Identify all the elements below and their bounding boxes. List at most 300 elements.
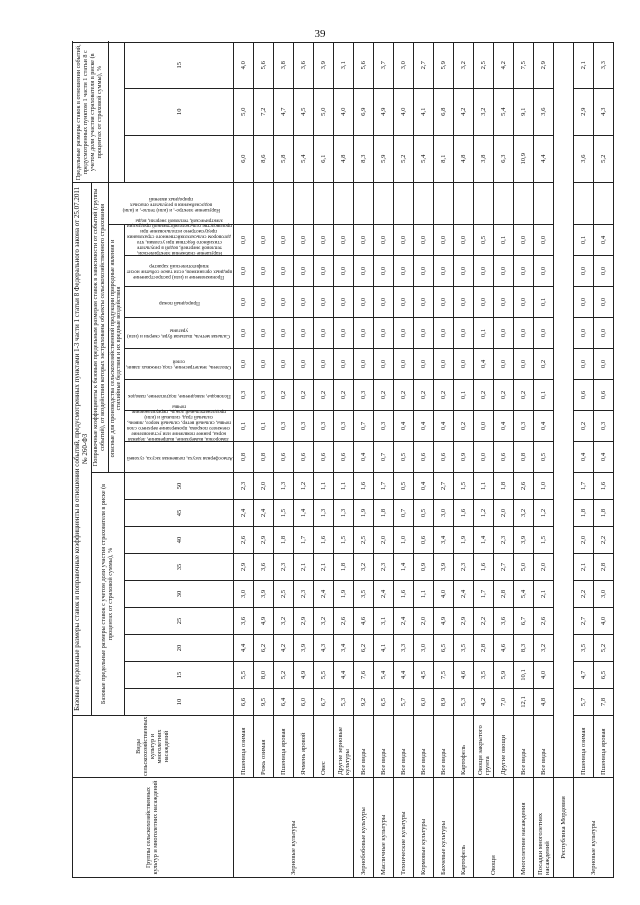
base-rate-cell: 1,8 [334, 554, 354, 581]
base-rate-cell: 2,9 [294, 608, 314, 635]
base-rate-cell: 3,3 [394, 635, 414, 662]
limit-rate-cell: 4,2 [494, 42, 514, 88]
base-rate-cell: 3,0 [594, 581, 614, 608]
base-rate-cell: 1,7 [294, 527, 314, 554]
limit-spacer-cell [594, 182, 614, 224]
base-rate-cell: 0,5 [394, 473, 414, 500]
coef-cell: 0,6 [274, 442, 294, 473]
base-rate-cell: 1,7 [374, 473, 394, 500]
limit-rate-cell: 5,4 [494, 88, 514, 135]
limit-rate-cell: 4,2 [454, 88, 474, 135]
coef-cell: 0,0 [414, 349, 434, 380]
limit-rate-cell: 4,7 [274, 88, 294, 135]
coef-cell: 0,0 [294, 225, 314, 256]
base-rate-cell: 1,4 [394, 554, 414, 581]
base-rate-cell: 6,7 [514, 608, 534, 635]
base-rate-cell: 2,3 [374, 554, 394, 581]
base-rate-cell: 6,2 [254, 635, 274, 662]
base-rates-header: Базовые предельные размеры ставок с учетом доли участия страхователя в риске (в процентах от страховой суммы), % [91, 473, 125, 716]
coef-cell: 0,5 [474, 225, 494, 256]
base-rate-cell: 1,0 [394, 527, 414, 554]
base-rate-cell: 5,7 [574, 689, 594, 716]
table-row [574, 42, 594, 877]
limit-col-10: 10 [125, 88, 234, 135]
limit-col-15: 15 [125, 42, 234, 88]
row-group: Многолетние насаждения [514, 778, 534, 878]
coef-cell: 0,0 [374, 287, 394, 318]
coef-cell: 0,0 [314, 225, 334, 256]
base-rate-cell: 1,1 [474, 473, 494, 500]
limit-header: Предельные размеры ставок в отношении событий, предусмотренных пунктом 1 части 1 статьи 8 с учетом доли участия страхователя в риске (в процентах от страховой суммы), % [73, 42, 109, 182]
row-group: Картофель [454, 778, 474, 878]
coef-cell: 0,0 [594, 256, 614, 287]
coef-cell: 0,0 [334, 225, 354, 256]
coef-cell: 0,3 [254, 380, 274, 411]
base-rate-cell: 4,6 [454, 662, 474, 689]
base-rate-cell: 3,5 [454, 635, 474, 662]
coef-cell: 0,0 [254, 349, 274, 380]
base-rate-cell: 3,9 [294, 635, 314, 662]
base-rate-cell: 1,5 [534, 527, 554, 554]
coef-cell: 0,0 [354, 349, 374, 380]
coef-cell: 0,1 [474, 318, 494, 349]
region-row [554, 42, 574, 877]
base-rate-cell: 1,2 [474, 500, 494, 527]
limit-rate-cell: 3,6 [294, 42, 314, 88]
base-rate-cell: 3,0 [434, 500, 454, 527]
limit-rate-cell: 6,3 [494, 135, 514, 182]
coef-cell: 0,6 [494, 442, 514, 473]
limit-spacer-cell [474, 182, 494, 224]
coef-cell: 0,0 [254, 287, 274, 318]
coef-cell: 0,0 [454, 287, 474, 318]
base-col-25: 25 [125, 608, 234, 635]
base-rate-cell: 2,0 [374, 527, 394, 554]
coef-cell: 0,4 [474, 349, 494, 380]
base-rate-cell: 7,8 [594, 689, 614, 716]
base-rate-cell: 0,6 [414, 527, 434, 554]
coef-extra-header: Нарушение электро-, и (или) тепло-, и (или) водоснабжения в результате опасных природных явлений [108, 182, 234, 224]
row-kind: Другие овощи [494, 716, 514, 778]
base-rate-cell: 12,1 [514, 689, 534, 716]
coef-cell: 0,0 [534, 225, 554, 256]
limit-spacer-cell [574, 182, 594, 224]
coef-cell: 0,1 [574, 225, 594, 256]
coef-cell: 0,0 [414, 256, 434, 287]
base-rate-cell: 5,5 [314, 662, 334, 689]
base-rate-cell: 4,9 [254, 608, 274, 635]
limit-rate-cell: 5,0 [234, 88, 254, 135]
base-rate-cell: 2,1 [294, 554, 314, 581]
limit-rate-cell: 2,9 [534, 42, 554, 88]
table-row [314, 42, 334, 877]
limit-rate-cell: 3,0 [394, 42, 414, 88]
coef-col-drought: Атмосферная засуха, почвенная засуха, суховей [125, 442, 234, 473]
coef-subheader: опасные для производства сельскохозяйственной продукции природные явления и стихийные бедствия и их вредные воздействия [108, 225, 125, 473]
coef-cell: 0,6 [294, 442, 314, 473]
coef-col-fire: Природный пожар [125, 287, 234, 318]
table-body [234, 42, 614, 877]
coef-cell: 0,0 [494, 287, 514, 318]
coef-cell: 0,6 [434, 442, 454, 473]
coef-cell: 0,0 [514, 318, 534, 349]
base-rate-cell: 5,2 [274, 662, 294, 689]
table-title: Базовые предельные размеры ставок и поправочные коэффициенты в отношении событий, предусмотренных пунктами 1-3 части 1 статьи 8 Федерального закона от 25.07.2011 № 260-ФЗ [73, 182, 92, 715]
limit-rate-cell: 3,9 [314, 42, 334, 88]
base-rate-cell: 4,6 [354, 608, 374, 635]
limit-rate-cell: 4,8 [454, 135, 474, 182]
coef-cell: 0,0 [574, 287, 594, 318]
table-row [274, 42, 294, 877]
coef-cell: 0,0 [394, 349, 414, 380]
base-rate-cell: 4,4 [234, 635, 254, 662]
base-rate-cell: 1,5 [274, 500, 294, 527]
coef-cell: 0,0 [414, 318, 434, 349]
base-rate-cell: 1,8 [274, 527, 294, 554]
base-rate-cell: 4,5 [414, 662, 434, 689]
row-kind: Рожь озимая [254, 716, 274, 778]
coef-cell: 0,0 [234, 349, 254, 380]
base-rate-cell: 1,7 [474, 581, 494, 608]
coef-cell: 0,6 [414, 442, 434, 473]
limit-rate-cell: 5,9 [434, 42, 454, 88]
base-rate-cell: 2,0 [254, 473, 274, 500]
base-rate-cell: 1,1 [414, 581, 434, 608]
base-rate-cell: 1,6 [474, 554, 494, 581]
base-rate-cell: 2,5 [354, 527, 374, 554]
base-rate-cell: 2,7 [574, 608, 594, 635]
limit-rate-cell: 3,3 [594, 42, 614, 88]
base-rate-cell: 3,9 [254, 581, 274, 608]
coef-cell: 0,3 [354, 380, 374, 411]
coef-cell: 0,0 [334, 287, 354, 318]
limit-rate-cell: 6,0 [234, 135, 254, 182]
coef-col-frost: Заморозки, вымерзание, выпревание, ледяная корка, раннее появление или установление снежного покрова, промерзание верхнего слоя почвы, сильный ветер, сильный мороз, ливень, сильный град, сильный и (или) продолжительный дождь, переувлажнение почвы [125, 411, 234, 442]
limit-spacer-cell [314, 182, 334, 224]
row-group: Технические культуры [394, 778, 414, 878]
base-rate-cell: 2,4 [254, 500, 274, 527]
base-rate-cell: 2,4 [234, 500, 254, 527]
coef-col-pests: Проникновение и (или) распространение вредных организмов, если такое событие носит эпифитотический характер [125, 256, 234, 287]
coef-cell: 0,6 [594, 380, 614, 411]
base-rate-cell: 2,3 [494, 527, 514, 554]
row-kind: Ячмень яровой [294, 716, 314, 778]
coef-cell: 0,0 [594, 349, 614, 380]
coef-cell: 0,0 [534, 256, 554, 287]
limit-rate-cell: 5,4 [294, 135, 314, 182]
base-rate-cell: 5,4 [374, 662, 394, 689]
coef-cell: 0,3 [334, 411, 354, 442]
base-rate-cell: 2,8 [494, 581, 514, 608]
coef-cell: 0,0 [494, 318, 514, 349]
limit-rate-cell: 3,2 [474, 88, 494, 135]
row-group: Зерновые культуры [234, 778, 354, 878]
coef-cell: 0,0 [494, 349, 514, 380]
limit-spacer-cell [534, 182, 554, 224]
base-rate-cell: 1,5 [454, 473, 474, 500]
region-title: Республика Мордовия [554, 778, 574, 878]
base-rate-cell: 2,6 [234, 527, 254, 554]
coef-cell: 0,4 [494, 411, 514, 442]
row-kind: Все виды [434, 716, 454, 778]
coef-cell: 0,2 [574, 411, 594, 442]
coef-header: Поправочные коэффициенты к базовым предельным размерам ставок в зависимости от событий (группы событий), от воздействия которых застрахованы объекты сельскохозяйственного страхования [91, 182, 108, 472]
coef-cell: 0,8 [234, 442, 254, 473]
coef-cell: 0,3 [594, 411, 614, 442]
base-rate-cell: 4,2 [274, 635, 294, 662]
coef-cell: 0,0 [494, 256, 514, 287]
limit-rate-cell: 4,8 [334, 135, 354, 182]
coef-cell: 0,4 [594, 442, 614, 473]
coef-cell: 0,0 [454, 225, 474, 256]
limit-spacer-cell [254, 182, 274, 224]
limit-rate-cell: 3,8 [274, 42, 294, 88]
base-rate-cell: 1,1 [334, 473, 354, 500]
rates-table [72, 42, 614, 878]
coef-cell: 0,0 [434, 256, 454, 287]
coef-cell: 0,0 [354, 225, 374, 256]
coef-cell: 0,0 [574, 256, 594, 287]
coef-cell: 0,7 [374, 442, 394, 473]
base-rate-cell: 4,0 [434, 581, 454, 608]
base-rate-cell: 3,6 [234, 608, 254, 635]
base-rate-cell: 9,5 [254, 689, 274, 716]
limit-spacer-cell [414, 182, 434, 224]
base-rate-cell: 6,6 [234, 689, 254, 716]
coef-cell: 0,2 [314, 380, 334, 411]
table-row [354, 42, 374, 877]
row-kind: Все виды [514, 716, 534, 778]
coef-cell: 0,0 [274, 318, 294, 349]
coef-cell: 0,0 [354, 287, 374, 318]
base-rate-cell: 5,0 [514, 554, 534, 581]
base-rate-cell: 4,7 [574, 662, 594, 689]
row-kind: Пшеница яровая [594, 716, 614, 778]
coef-cell: 0,0 [274, 349, 294, 380]
limit-rate-cell: 6,1 [314, 135, 334, 182]
coef-cell: 0,8 [254, 442, 274, 473]
coef-cell: 0,0 [254, 256, 274, 287]
coef-cell: 0,2 [474, 380, 494, 411]
limit-rate-cell: 8,1 [434, 135, 454, 182]
coef-cell: 0,0 [434, 287, 454, 318]
limit-spacer-cell [374, 182, 394, 224]
coef-cell: 0,0 [434, 318, 454, 349]
base-rate-cell: 4,9 [294, 662, 314, 689]
coef-col-storm: Сильная метель, пыльная буря, смерчи и (или) ураганы [125, 318, 234, 349]
base-rate-cell: 3,6 [494, 608, 514, 635]
limit-blank-header [108, 42, 125, 182]
base-rate-cell: 4,4 [394, 662, 414, 689]
limit-rate-cell: 8,3 [354, 135, 374, 182]
base-rate-cell: 6,2 [354, 635, 374, 662]
coef-cell: 0,2 [454, 411, 474, 442]
coef-cell: 0,0 [474, 411, 494, 442]
row-kind: Все виды [374, 716, 394, 778]
row-kind: Пшеница озимая [574, 716, 594, 778]
base-rate-cell: 1,6 [594, 473, 614, 500]
base-rate-cell: 8,0 [254, 662, 274, 689]
base-rate-cell: 1,6 [314, 527, 334, 554]
coef-cell: 0,0 [414, 287, 434, 318]
coef-cell: 0,0 [514, 256, 534, 287]
row-group: Бахчевые культуры [434, 778, 454, 878]
coef-cell: 0,0 [454, 318, 474, 349]
coef-cell: 0,9 [454, 442, 474, 473]
base-rate-cell: 3,2 [274, 608, 294, 635]
base-rate-cell: 6,5 [594, 662, 614, 689]
base-rate-cell: 3,9 [434, 554, 454, 581]
coef-cell: 0,0 [334, 318, 354, 349]
base-rate-cell: 2,6 [514, 473, 534, 500]
coef-cell: 0,0 [274, 287, 294, 318]
coef-cell: 0,4 [354, 442, 374, 473]
coef-cell: 0,0 [374, 349, 394, 380]
limit-rate-cell: 5,6 [354, 42, 374, 88]
coef-cell: 0,0 [234, 287, 254, 318]
base-rate-cell: 0,5 [414, 500, 434, 527]
base-rate-cell: 5,3 [334, 689, 354, 716]
base-rate-cell: 2,6 [534, 608, 554, 635]
base-col-20: 20 [125, 635, 234, 662]
base-col-10: 10 [125, 689, 234, 716]
coef-cell: 0,0 [374, 318, 394, 349]
coef-cell: 0,0 [474, 442, 494, 473]
base-rate-cell: 5,4 [514, 581, 534, 608]
base-rate-cell: 1,0 [534, 473, 554, 500]
coef-cell: 0,0 [454, 349, 474, 380]
coef-cell: 0,0 [374, 225, 394, 256]
table-row [294, 42, 314, 877]
base-rate-cell: 10,1 [514, 662, 534, 689]
base-rate-cell: 2,4 [394, 608, 414, 635]
coef-cell: 0,0 [394, 256, 414, 287]
limit-spacer-cell [334, 182, 354, 224]
base-rate-cell: 2,4 [374, 581, 394, 608]
coef-cell: 0,2 [534, 349, 554, 380]
base-rate-cell: 4,3 [314, 635, 334, 662]
coef-cell: 0,6 [574, 380, 594, 411]
table-row [454, 42, 474, 877]
base-rate-cell: 3,2 [514, 500, 534, 527]
base-rate-cell: 3,0 [234, 581, 254, 608]
limit-spacer-cell [514, 182, 534, 224]
coef-cell: 0,0 [454, 256, 474, 287]
coef-cell: 0,6 [314, 442, 334, 473]
limit-rate-cell: 4,4 [534, 135, 554, 182]
row-group: Зерновые культуры [574, 778, 614, 878]
base-rate-cell: 7,0 [494, 689, 514, 716]
table-row [234, 42, 254, 877]
base-rate-cell: 4,8 [534, 689, 554, 716]
coef-col-flood: Половодье, наводнение, подтопление, паводок [125, 380, 234, 411]
table-row [254, 42, 274, 877]
coef-col-utilities: Нарушение снабжения электрической, тепловой энергией, водой в результате стихийного бедствия при условии, что договором сельскохозяйственного страхования предусмотрено использование при производстве сельскохозяйственной продукции электрической, тепловой энергии, воды [126, 217, 232, 256]
coef-cell: 0,4 [414, 411, 434, 442]
row-group: Масличные культуры [374, 778, 394, 878]
base-col-40: 40 [125, 527, 234, 554]
base-rate-cell: 7,5 [434, 662, 454, 689]
coef-cell: 0,4 [434, 411, 454, 442]
coef-cell: 0,3 [274, 411, 294, 442]
base-rate-cell: 8,3 [514, 635, 534, 662]
limit-rate-cell: 4,1 [414, 88, 434, 135]
row-kind: Другие зерновые культуры [334, 716, 354, 778]
base-rate-cell: 3,0 [414, 635, 434, 662]
base-rate-cell: 1,6 [454, 500, 474, 527]
base-rate-cell: 5,2 [594, 635, 614, 662]
table-row [374, 42, 394, 877]
table-row [474, 42, 494, 877]
coef-cell: 0,1 [534, 380, 554, 411]
coef-cell: 0,2 [334, 380, 354, 411]
coef-cell: 0,1 [534, 287, 554, 318]
coef-cell: 0,0 [314, 349, 334, 380]
coef-cell: 0,0 [294, 256, 314, 287]
row-kind: Все виды [394, 716, 414, 778]
base-rate-cell: 6,0 [294, 689, 314, 716]
limit-rate-cell: 8,6 [254, 135, 274, 182]
coef-cell: 0,0 [474, 287, 494, 318]
base-rate-cell: 1,3 [334, 500, 354, 527]
coef-cell: 0,0 [314, 318, 334, 349]
limit-spacer-cell [394, 182, 414, 224]
base-rate-cell: 2,0 [494, 500, 514, 527]
coef-cell: 0,0 [474, 256, 494, 287]
base-rate-cell: 2,9 [234, 554, 254, 581]
row-group: Овощи [474, 778, 514, 878]
base-rate-cell: 1,9 [454, 527, 474, 554]
coef-cell: 0,2 [414, 380, 434, 411]
limit-rate-cell: 5,4 [414, 135, 434, 182]
coef-cell: 0,5 [534, 442, 554, 473]
base-rate-cell: 1,9 [334, 581, 354, 608]
limit-rate-cell: 7,2 [254, 88, 274, 135]
coef-cell: 0,2 [494, 380, 514, 411]
limit-rate-cell: 10,9 [514, 135, 534, 182]
limit-spacer-cell [434, 182, 454, 224]
base-rate-cell: 1,2 [294, 473, 314, 500]
base-rate-cell: 2,1 [534, 581, 554, 608]
base-rate-cell: 2,4 [314, 581, 334, 608]
coef-cell: 0,2 [514, 380, 534, 411]
table-row [494, 42, 514, 877]
base-rate-cell: 3,5 [574, 635, 594, 662]
row-kind: Овес [314, 716, 334, 778]
base-rate-cell: 3,6 [254, 554, 274, 581]
base-rate-cell: 6,4 [274, 689, 294, 716]
base-rate-cell: 1,8 [574, 500, 594, 527]
coef-cell: 0,3 [294, 411, 314, 442]
base-rate-cell: 3,2 [314, 608, 334, 635]
coef-cell: 0,3 [234, 380, 254, 411]
base-rate-cell: 1,4 [474, 527, 494, 554]
base-rate-cell: 1,7 [574, 473, 594, 500]
coef-cell: 0,2 [374, 380, 394, 411]
coef-cell: 0,0 [294, 349, 314, 380]
base-rate-cell: 3,2 [354, 554, 374, 581]
base-rate-cell: 2,2 [474, 608, 494, 635]
base-rate-cell: 9,2 [354, 689, 374, 716]
limit-rate-cell: 5,8 [274, 135, 294, 182]
base-rate-cell: 4,2 [474, 689, 494, 716]
coef-cell: 0,0 [514, 225, 534, 256]
coef-cell: 0,0 [434, 225, 454, 256]
base-col-15: 15 [125, 662, 234, 689]
coef-cell: 0,0 [354, 256, 374, 287]
coef-cell: 0,7 [354, 411, 374, 442]
base-rate-cell: 1,2 [534, 500, 554, 527]
